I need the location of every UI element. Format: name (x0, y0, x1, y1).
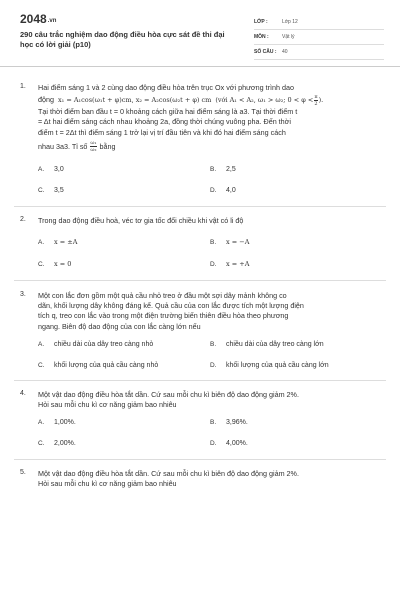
option-text: 3,0 (54, 165, 64, 173)
option-d[interactable] (210, 260, 382, 268)
option-text: khối lượng của quả cầu càng lớn (226, 361, 329, 369)
option-letter: D. (210, 261, 217, 269)
meta-label: LỚP : (254, 19, 268, 25)
meta-row-count (254, 45, 384, 60)
question-fragment: bằng (99, 141, 116, 151)
option-b[interactable] (210, 238, 382, 246)
question-number: 3. (20, 291, 26, 299)
meta-label: MÔN : (254, 34, 269, 40)
question-text (38, 291, 386, 332)
question-3 (0, 291, 400, 369)
question-fragment: nhau 3a3. Tỉ số (38, 141, 88, 151)
equation: x₁ = A₁cos(ω₁t + φ)cm, x₂ = A₂cos(ω₂t + φ) cm (58, 96, 212, 105)
option-d[interactable] (210, 362, 382, 369)
option-letter: C. (38, 186, 45, 194)
question-separator (14, 206, 386, 207)
option-text: 3,5 (54, 186, 64, 194)
answer-options (38, 419, 386, 447)
option-letter: B. (210, 239, 217, 247)
option-d[interactable] (210, 440, 382, 447)
question-line: Một vật dao động điều hòa tắt dần. Cứ sau mỗi chu kì biên độ dao động giảm 2%. (38, 469, 299, 479)
option-text: chiều dài của dây treo càng lớn (226, 340, 324, 348)
question-line: Tại thời điểm ban đầu t = 0 khoảng cách giữa hai điểm sáng là a3. Tại thời điểm t (38, 107, 298, 117)
question-2 (0, 216, 400, 268)
equation-condition-end: ). (318, 96, 324, 105)
question-separator (14, 380, 386, 381)
meta-value: Vật lý (282, 34, 295, 40)
question-separator (14, 459, 386, 460)
option-d[interactable] (210, 187, 382, 194)
option-b[interactable] (210, 341, 382, 348)
question-4 (0, 390, 400, 447)
option-a[interactable] (38, 341, 210, 348)
question-line: Một vật dao động điều hòa tắt dần. Cứ sau mỗi chu kì biên độ dao động giảm 2%. (38, 389, 299, 399)
question-1 (0, 83, 400, 194)
meta-value: 40 (282, 49, 288, 55)
option-text: x = 0 (54, 260, 72, 269)
option-c[interactable] (38, 440, 210, 447)
option-letter: A. (38, 419, 45, 427)
option-a[interactable] (38, 166, 210, 173)
site-logo[interactable]: 2048.vn (20, 12, 57, 26)
option-b[interactable] (210, 166, 382, 173)
question-line: điểm t = 2Δt thì điểm sáng 1 trở lại vị trí đầu tiên và khi đó hai điểm sáng cách (38, 127, 286, 137)
question-number: 2. (20, 215, 26, 223)
option-a[interactable] (38, 238, 210, 246)
question-text (38, 469, 386, 489)
option-text: 2,5 (226, 165, 236, 173)
question-line: Một con lắc đơn gồm một quả cầu nhỏ treo ở đầu một sợi dây mảnh không co (38, 291, 287, 301)
page-header (0, 0, 400, 66)
option-text: 4,0 (226, 186, 236, 194)
option-letter: B. (210, 165, 217, 173)
fraction-denominator: ω₂ (90, 147, 97, 154)
question-line (38, 138, 386, 156)
answer-options (38, 166, 386, 194)
question-separator (14, 280, 386, 281)
question-number: 1. (20, 83, 26, 90)
question-fragment: động (38, 95, 54, 105)
option-c[interactable] (38, 260, 210, 268)
meta-value: Lớp 12 (282, 19, 298, 25)
option-letter: D. (210, 440, 217, 448)
fraction-denominator: 2 (314, 100, 318, 107)
equation-condition: (với A₁ < A₂, ω₁ > ω₂; 0 < φ < (215, 96, 314, 105)
meta-row-subject (254, 30, 384, 45)
question-line: Hai điểm sáng 1 và 2 cùng dao động điều hòa trên trục Ox với phương trình dao (38, 83, 294, 92)
question-line (38, 93, 386, 107)
question-text (38, 390, 386, 410)
option-letter: B. (210, 419, 217, 427)
option-letter: A. (38, 340, 45, 348)
option-text: 3,96%. (226, 419, 248, 427)
option-letter: C. (38, 440, 45, 448)
meta-label: SỐ CÂU : (254, 49, 277, 55)
meta-row-class (254, 15, 384, 30)
question-text (38, 216, 386, 226)
option-letter: A. (38, 165, 45, 173)
header-divider (0, 66, 400, 67)
option-c[interactable] (38, 187, 210, 194)
option-letter: C. (38, 361, 45, 369)
option-letter: D. (210, 186, 217, 194)
question-line: dãn, khối lượng dây không đáng kể. Quả cầu của con lắc được tích một lượng điện (38, 301, 304, 311)
question-line: Trong dao động điều hoà, véc tơ gia tốc đổi chiều khi vật có li độ (38, 215, 244, 225)
question-line: = Δt hai điểm sáng cách nhau khoảng 2a, đồng thời chúng vuông pha. Đến thời (38, 117, 291, 127)
option-a[interactable] (38, 419, 210, 426)
option-letter: C. (38, 261, 45, 269)
question-line: Hỏi sau mỗi chu kì cơ năng giảm bao nhiêu (38, 400, 177, 410)
question-number: 4. (20, 389, 26, 397)
question-number: 5. (20, 469, 26, 477)
option-text: chiều dài của dây treo càng nhỏ (54, 340, 154, 348)
option-text: 2,00%. (54, 440, 76, 448)
ratio-fraction (90, 140, 96, 153)
fraction (314, 94, 317, 107)
option-b[interactable] (210, 419, 382, 426)
question-line: ngang. Biên độ dao động của con lắc càng lớn nếu (38, 321, 201, 331)
option-letter: B. (210, 340, 217, 348)
option-text: 1,00%. (54, 419, 76, 427)
fraction-numerator: π (314, 93, 318, 100)
answer-options (38, 341, 386, 369)
fraction-numerator: ω₁ (90, 140, 97, 147)
answer-options (38, 238, 386, 268)
option-letter: A. (38, 239, 45, 247)
option-c[interactable] (38, 362, 210, 369)
option-text: 4,00%. (226, 440, 248, 448)
question-text (38, 83, 386, 156)
option-text: khối lượng của quả cầu càng nhỏ (54, 361, 159, 369)
question-5 (0, 469, 400, 489)
option-text: x = +A (226, 260, 250, 269)
document-title: 290 câu trắc nghiệm dao động điều hòa cực sát đề thi đại học có lời giải (p10) (20, 30, 225, 49)
option-text: x = ±A (54, 238, 78, 247)
option-text: x = −A (226, 238, 250, 247)
question-line: Hỏi sau mỗi chu kì cơ năng giảm bao nhiêu (38, 479, 177, 489)
option-letter: D. (210, 361, 217, 369)
question-line: tích q, treo con lắc vào trong một điện trường biến thiên điều hòa theo phương (38, 311, 289, 321)
document-meta (254, 15, 384, 60)
